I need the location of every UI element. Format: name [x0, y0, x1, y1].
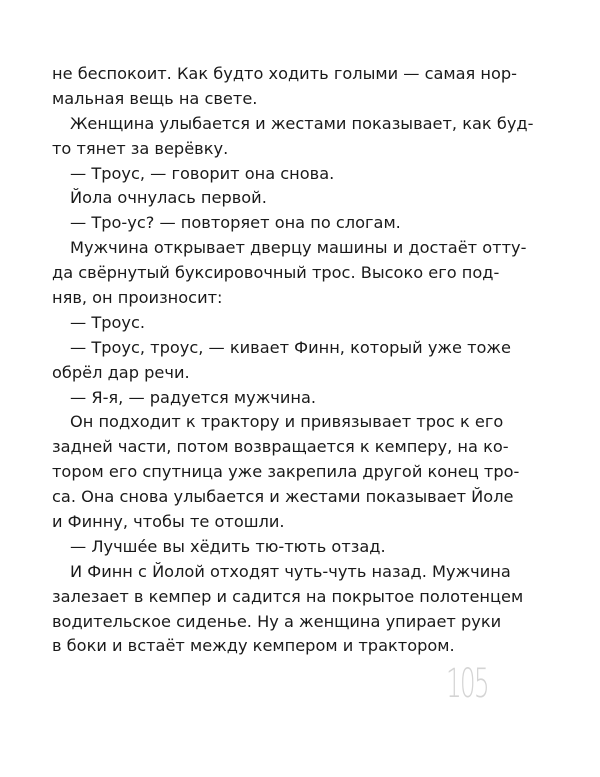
- text-line: в боки и встаёт между кемпером и трактором.: [52, 636, 455, 656]
- text-line: Мужчина открывает дверцу машины и достаёт отту-: [70, 238, 527, 258]
- text-line: — Лучше́е вы хёдить тю-тють отзад.: [70, 536, 386, 556]
- text-line: — Тро-ус? — повторяет она по слогам.: [70, 213, 401, 233]
- text-line: Йола очнулась первой.: [70, 188, 267, 208]
- text-line: тором его спутница уже закрепила другой конец тро-: [52, 462, 520, 482]
- text-line: — Троус, троус, — кивает Финн, который уже тоже: [70, 337, 511, 357]
- text-line: Он подходит к трактору и привязывает трос к его: [70, 412, 504, 432]
- text-line: Женщина улыбается и жестами показывает, как буд-: [70, 113, 534, 133]
- text-line: залезает в кемпер и садится на покрытое полотенцем: [52, 586, 524, 606]
- book-page-text: [52, 62, 534, 659]
- text-line: не беспокоит. Как будто ходить голыми — самая нор-: [52, 64, 518, 83]
- text-line: са. Она снова улыбается и жестами показывает Йоле: [52, 487, 514, 507]
- text-line: мальная вещь на свете.: [52, 88, 258, 108]
- text-line: то тянет за верёвку.: [52, 138, 229, 158]
- text-line: — Троус.: [70, 312, 146, 332]
- text-line: и Финну, чтобы те отошли.: [52, 512, 285, 532]
- text-line: И Финн с Йолой отходят чуть-чуть назад. Мужчина: [70, 561, 511, 581]
- text-line: — Я-я, — радуется мужчина.: [70, 387, 317, 407]
- text-line: няв, он произносит:: [52, 288, 223, 308]
- text-line: — Троус, — говорит она снова.: [70, 163, 335, 183]
- text-line: задней части, потом возвращается к кемперу, на ко-: [52, 437, 509, 457]
- text-line: обрёл дар речи.: [52, 362, 190, 382]
- text-line: водительское сиденье. Ну а женщина упирает руки: [52, 611, 502, 631]
- text-line: да свёрнутый буксировочный трос. Высоко его под-: [52, 263, 500, 283]
- page-number: 105: [446, 661, 488, 707]
